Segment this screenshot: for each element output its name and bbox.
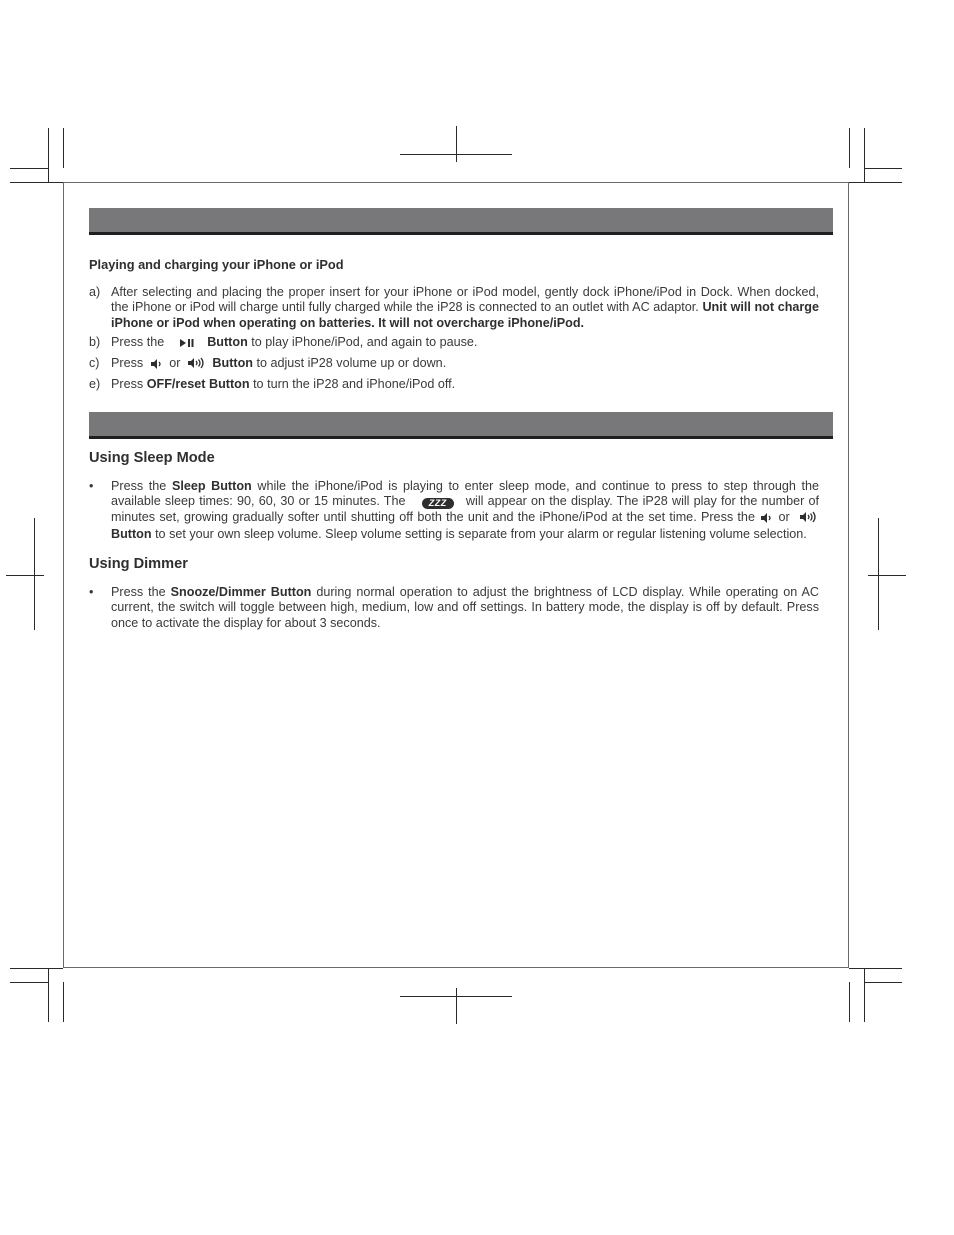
bullet: • [89,478,94,493]
list-item [89,356,819,374]
crop-mark [10,182,63,183]
crop-mark [864,128,865,182]
item-text: to adjust iP28 volume up or down. [256,355,447,370]
section-playing-charging [89,257,819,396]
list-item [89,585,819,632]
item-bold: Button [207,334,248,349]
crop-mark [864,168,902,169]
crop-mark [864,968,865,1022]
item-text: will appear on the display. The iP28 will play for the number of minutes set, growing gradually softer until shutting off both the unit and the iPhone/iPod at the set time. Press the [111,494,819,524]
list-item [89,377,819,393]
section-sleep-dimmer [89,451,819,635]
item-text: or [169,355,181,370]
list-item [89,479,819,543]
item-bold: Sleep Button [171,478,252,493]
crop-mark [10,168,48,169]
volume-down-icon [151,358,162,374]
item-text: to turn the iP28 and iPhone/iPod off. [253,377,456,392]
item-text: Press [111,355,144,370]
crop-mark [849,128,850,168]
item-text: Press the [111,334,165,349]
registration-mark [34,518,35,630]
crop-mark [849,968,902,969]
item-text: while the iPhone/iPod is playing to enter sleep mode, and continue to press to step through the available sleep times: 90, 60, 30 or 15 minutes. The [111,478,820,509]
item-label: a) [89,284,101,299]
item-text: Press the [111,584,166,599]
crop-mark [48,128,49,182]
item-text: during normal operation to adjust the brightness of LCD display. While operating on AC current, the switch will toggle between high, medium, low and off settings. In battery mode, the display is off by default. Press once to activate the display for about 3 seconds. [111,584,820,630]
item-text: to play iPhone/iPod, and again to pause. [251,334,478,349]
sleep-zzz-icon: ZZZ [422,498,454,509]
volume-up-icon [800,511,817,528]
section-header-bar [89,208,833,235]
registration-mark [456,126,457,162]
crop-mark [48,968,49,1022]
bullet: • [89,584,94,599]
registration-mark [456,988,457,1024]
crop-mark [849,982,850,1022]
item-text: Press [111,377,144,392]
crop-mark [63,128,64,168]
volume-up-icon [188,357,205,374]
registration-mark [6,575,44,576]
item-bold: OFF/reset Button [146,377,250,392]
item-label: c) [89,355,100,370]
registration-mark [878,518,879,630]
play-pause-icon [180,337,194,353]
crop-mark [10,968,63,969]
section-heading: Playing and charging your iPhone or iPod [89,257,344,272]
list-item [89,285,819,332]
item-text: or [778,509,790,524]
item-text: to set your own sleep volume. Sleep volume setting is separate from your alarm or regular listening volume selection. [155,527,807,542]
item-bold: Button [212,355,253,370]
crop-mark [10,982,48,983]
sleep-mode-heading: Using Sleep Mode [89,450,215,466]
volume-down-icon [761,512,772,528]
crop-mark [849,182,902,183]
list-item [89,335,819,353]
item-bold: Unit will not charge iPhone or iPod when operating on batteries. It will not overcharge iPhone/iPod. [111,300,820,330]
item-bold: Button [111,527,152,542]
dimmer-heading: Using Dimmer [89,555,188,572]
registration-mark [868,575,906,576]
crop-mark [63,982,64,1022]
item-text: Press the [111,478,167,493]
section-header-bar [89,412,833,439]
item-text: After selecting and placing the proper insert for your iPhone or iPod model, gently dock iPhone/iPod in Dock. When docked, the iPhone or iPod will charge until fully charged while the iP28 is connected to an outlet with AC adaptor. [111,284,819,315]
crop-mark [864,982,902,983]
item-bold: Snooze/Dimmer Button [170,584,312,599]
item-label: e) [89,377,101,392]
item-label: b) [89,334,101,349]
